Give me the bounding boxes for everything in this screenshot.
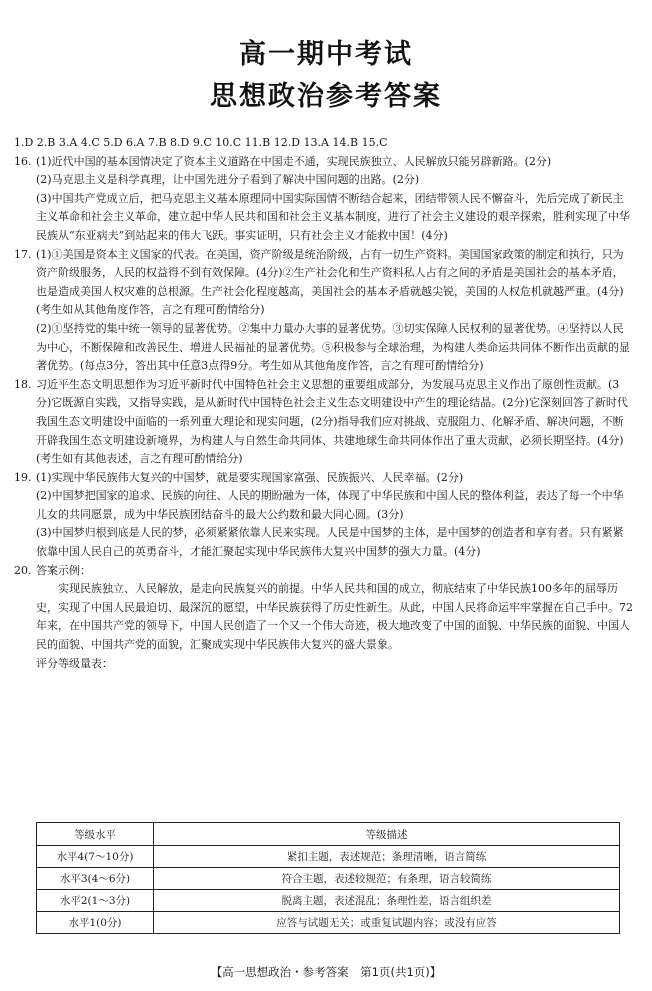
grade-description-cell: 符合主题，表述较规范；有条理，语言较简练 xyxy=(154,868,620,890)
question-number: 17. xyxy=(14,247,32,261)
table-row xyxy=(37,868,620,890)
grade-description-cell: 紧扣主题，表述规范；条理清晰，语言简练 xyxy=(154,846,620,868)
answer-paragraph: (2)马克思主义是科学真理，让中国先进分子看到了解决中国问题的出路。(2分) xyxy=(36,173,420,187)
page-footer: 【高一思想政治・参考答案 第1页(共1页)】 xyxy=(210,965,442,979)
grade-description-cell: 应答与试题无关；或重复试题内容；或没有应答 xyxy=(154,912,620,934)
answer-content xyxy=(14,134,634,673)
question-19 xyxy=(14,469,634,562)
answer-paragraph: (2)①坚持党的集中统一领导的显著优势。②集中力量办大事的显著优势。③切实保障人民权利的显著优势。④坚持以人民为中心，不断保障和改善民生、增进人民福祉的显著优势。⑤积极参与全球治理，为构建人类命运共同体不断作出贡献的显著优势。(每点3分，答出其中任意3点得9分。考生如从其他角度作答，言之有理可酌情给分) xyxy=(36,321,630,373)
page-subtitle: 思想政治参考答案 xyxy=(210,81,442,112)
answer-example-label: 答案示例： xyxy=(36,563,91,577)
grade-level-cell: 水平4(7～10分) xyxy=(37,846,154,868)
question-18 xyxy=(14,376,634,469)
grade-level-cell: 水平1(0分) xyxy=(37,912,154,934)
answer-paragraph: (1)近代中国的基本国情决定了资本主义道路在中国走不通，实现民族独立、人民解放只能另辟新路。(2分) xyxy=(36,154,552,168)
answer-paragraph: (1)实现中华民族伟大复兴的中国梦，就是要实现国家富强、民族振兴、人民幸福。(2分) xyxy=(36,470,464,484)
answer-paragraph: 习近平生态文明思想作为习近平新时代中国特色社会主义思想的重要组成部分，为发展马克思主义作出了原创性贡献。(3分)它既源自实践，又指导实践，是从新时代中国特色社会主义生态文明建设中产生的理论结晶。(2分)它深刻回答了新时代我国生态文明建设中面临的一系列重大理论和现实问题，(2分)指导我们应对挑战、克服阻力、化解矛盾、解决问题，不断开辟我国生态文明建设新境界，为构建人与自然生命共同体、共建地球生命共同体作出了重大贡献，必须长期坚持。(4分)(考生如有其他表述，言之有理可酌情给分) xyxy=(36,377,628,466)
grade-level-cell: 水平3(4～6分) xyxy=(37,868,154,890)
grading-scale-table xyxy=(36,822,620,934)
table-row xyxy=(37,912,620,934)
table-header-row xyxy=(37,823,620,846)
answer-paragraph: 实现民族独立、人民解放，是走向民族复兴的前提。中华人民共和国的成立，彻底结束了中华民族100多年的屈辱历史，实现了中国人民最迫切、最深沉的愿望，中华民族获得了历史性新生。从此，中国人民将命运牢牢掌握在自己手中。72年来，在中国共产党的领导下，中国人民创造了一个又一个伟大奇迹，极大地改变了中国的面貌、中华民族的面貌、中国人民的面貌、中国共产党的面貌，汇聚成实现中华民族伟大复兴的盛大景象。 xyxy=(36,582,633,652)
table-row xyxy=(37,890,620,912)
question-number: 16. xyxy=(14,154,32,168)
question-17 xyxy=(14,246,634,376)
column-header-level: 等级水平 xyxy=(37,823,154,846)
answer-paragraph: (2)中国梦把国家的追求、民族的向往、人民的期盼融为一体，体现了中华民族和中国人民的整体利益，表达了每一个中华儿女的共同愿景，成为中华民族团结奋斗的最大公约数和最大同心圆。(3分) xyxy=(36,489,624,521)
question-number: 18. xyxy=(14,377,32,391)
grade-description-cell: 脱离主题，表述混乱；条理性差，语言组织差 xyxy=(154,890,620,912)
grade-table-label: 评分等级量表： xyxy=(36,656,113,670)
page-title: 高一期中考试 xyxy=(239,39,413,70)
table-row xyxy=(37,846,620,868)
answer-paragraph: (1)①美国是资本主义国家的代表。在美国，资产阶级是统治阶级，占有一切生产资料。美国国家政策的制定和执行，只为资产阶级服务，人民的权益得不到有效保障。(4分)②生产社会化和生产资料私人占有之间的矛盾是美国社会的基本矛盾，也是造成美国人权灾难的总根源。生产社会化程度越高，美国社会的基本矛盾就越尖锐，美国的人权危机就越严重。(4分)(考生如从其他角度作答，言之有理可酌情给分) xyxy=(36,247,624,317)
question-16 xyxy=(14,153,634,246)
column-header-description: 等级描述 xyxy=(154,823,620,846)
answer-paragraph: (3)中国梦归根到底是人民的梦，必须紧紧依靠人民来实现。人民是中国梦的主体，是中国梦的创造者和享有者。只有紧紧依靠中国人民自己的英勇奋斗，才能汇聚起实现中华民族伟大复兴中国梦的强大力量。(4分) xyxy=(36,526,624,559)
choice-answers: 1.D 2.B 3.A 4.C 5.D 6.A 7.B 8.D 9.C 10.C 11.B 12.D 13.A 14.B 15.C xyxy=(14,136,388,149)
question-number: 20. xyxy=(14,563,32,577)
question-number: 19. xyxy=(14,470,32,484)
grade-level-cell: 水平2(1～3分) xyxy=(37,890,154,912)
answer-paragraph: (3)中国共产党成立后，把马克思主义基本原理同中国实际国情不断结合起来，团结带领人民不懈奋斗，先后完成了新民主主义革命和社会主义革命，建立起中华人民共和国和社会主义基本制度，进行了社会主义建设的艰辛探索，胜利实现了中华民族从“东亚病夫”到站起来的伟大飞跃。事实证明，只有社会主义才能救中国！(4分) xyxy=(36,191,630,242)
question-20 xyxy=(14,562,634,655)
